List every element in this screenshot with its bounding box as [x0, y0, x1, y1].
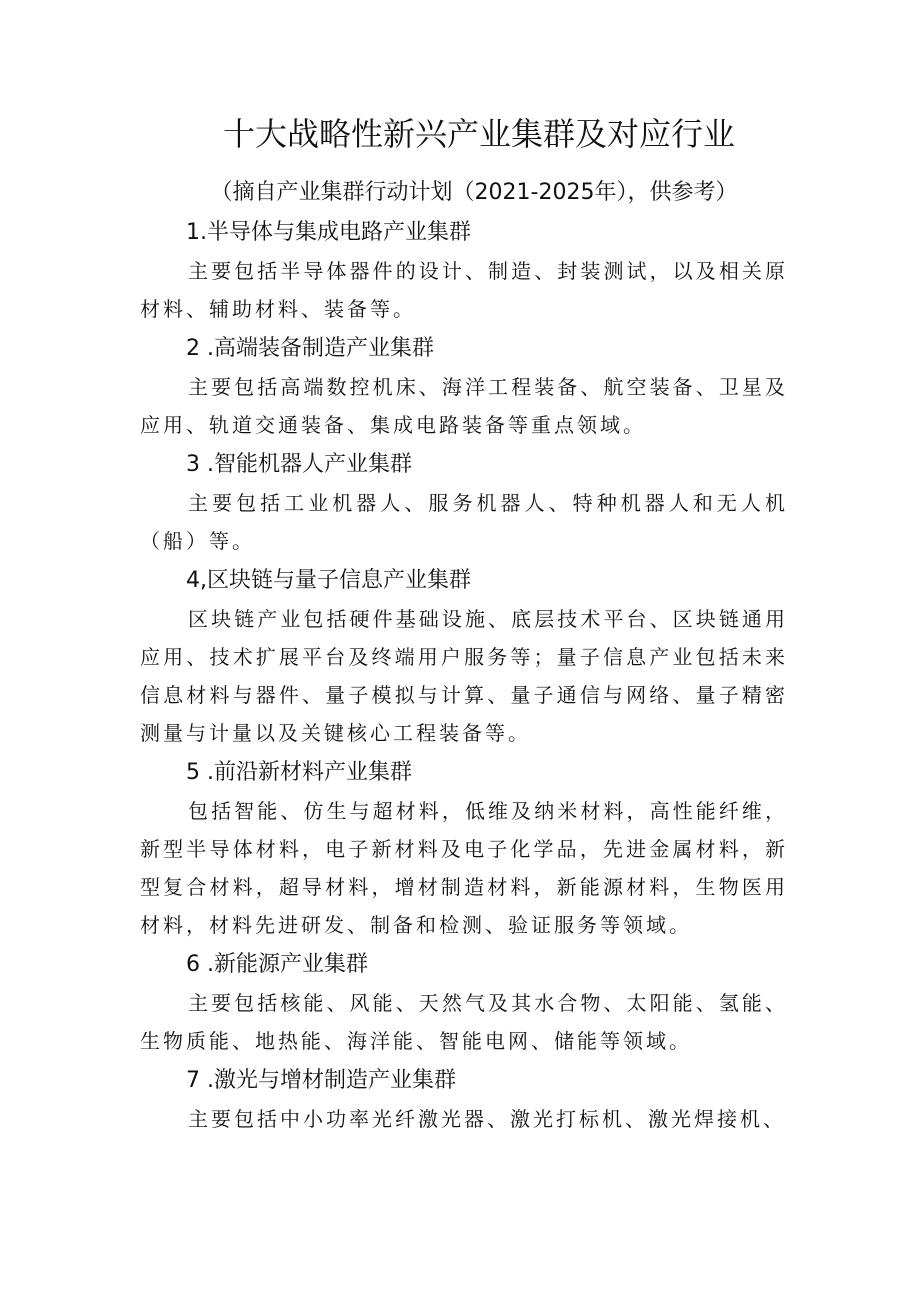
section-body: 主要包括中小功率光纤激光器、激光打标机、激光焊接机、	[188, 1107, 786, 1131]
section-body: 主要包括半导体器件的设计、制造、封装测试，以及相关原材料、辅助材料、装备等。	[140, 259, 788, 321]
section-heading: 2 .高端装备制造产业集群	[186, 336, 434, 361]
document-subtitle: （摘自产业集群行动计划（2021-2025年），供参考）	[210, 180, 738, 205]
section-5	[140, 754, 788, 944]
section-body: 包括智能、仿生与超材料，低维及纳米材料，高性能纤维，新型半导体材料，电子新材料及电子化学品，先进金属材料，新型复合材料，超导材料，增材制造材料，新能源材料，生物医用材料，材料先进研发、制备和检测、验证服务等领域。	[140, 799, 788, 937]
section-body: 区块链产业包括硬件基础设施、底层技术平台、区块链通用应用、技术扩展平台及终端用户服务等；量子信息产业包括未来信息材料与器件、量子模拟与计算、量子通信与网络、量子精密测量与计量以及关键核心工程装备等。	[140, 607, 788, 745]
section-3	[140, 446, 788, 560]
section-7	[140, 1062, 788, 1138]
section-1	[140, 214, 788, 328]
section-heading: 3 .智能机器人产业集群	[186, 452, 412, 477]
section-6	[140, 946, 788, 1060]
section-heading: 7 .激光与增材制造产业集群	[186, 1068, 456, 1093]
section-heading: 1.半导体与集成电路产业集群	[186, 220, 471, 245]
section-2	[140, 330, 788, 444]
section-body: 主要包括工业机器人、服务机器人、特种机器人和无人机（船）等。	[140, 491, 788, 553]
document-title: 十大战略性新兴产业集群及对应行业	[222, 115, 735, 153]
section-body: 主要包括高端数控机床、海洋工程装备、航空装备、卫星及应用、轨道交通装备、集成电路装备等重点领域。	[140, 375, 788, 437]
section-heading: 6 .新能源产业集群	[186, 952, 368, 977]
section-4	[140, 562, 788, 752]
section-heading: 4,区块链与量子信息产业集群	[186, 568, 471, 593]
section-heading: 5 .前沿新材料产业集群	[186, 760, 412, 785]
section-body: 主要包括核能、风能、天然气及其水合物、太阳能、氢能、生物质能、地热能、海洋能、智能电网、储能等领域。	[140, 991, 788, 1053]
document-page	[140, 110, 788, 1140]
